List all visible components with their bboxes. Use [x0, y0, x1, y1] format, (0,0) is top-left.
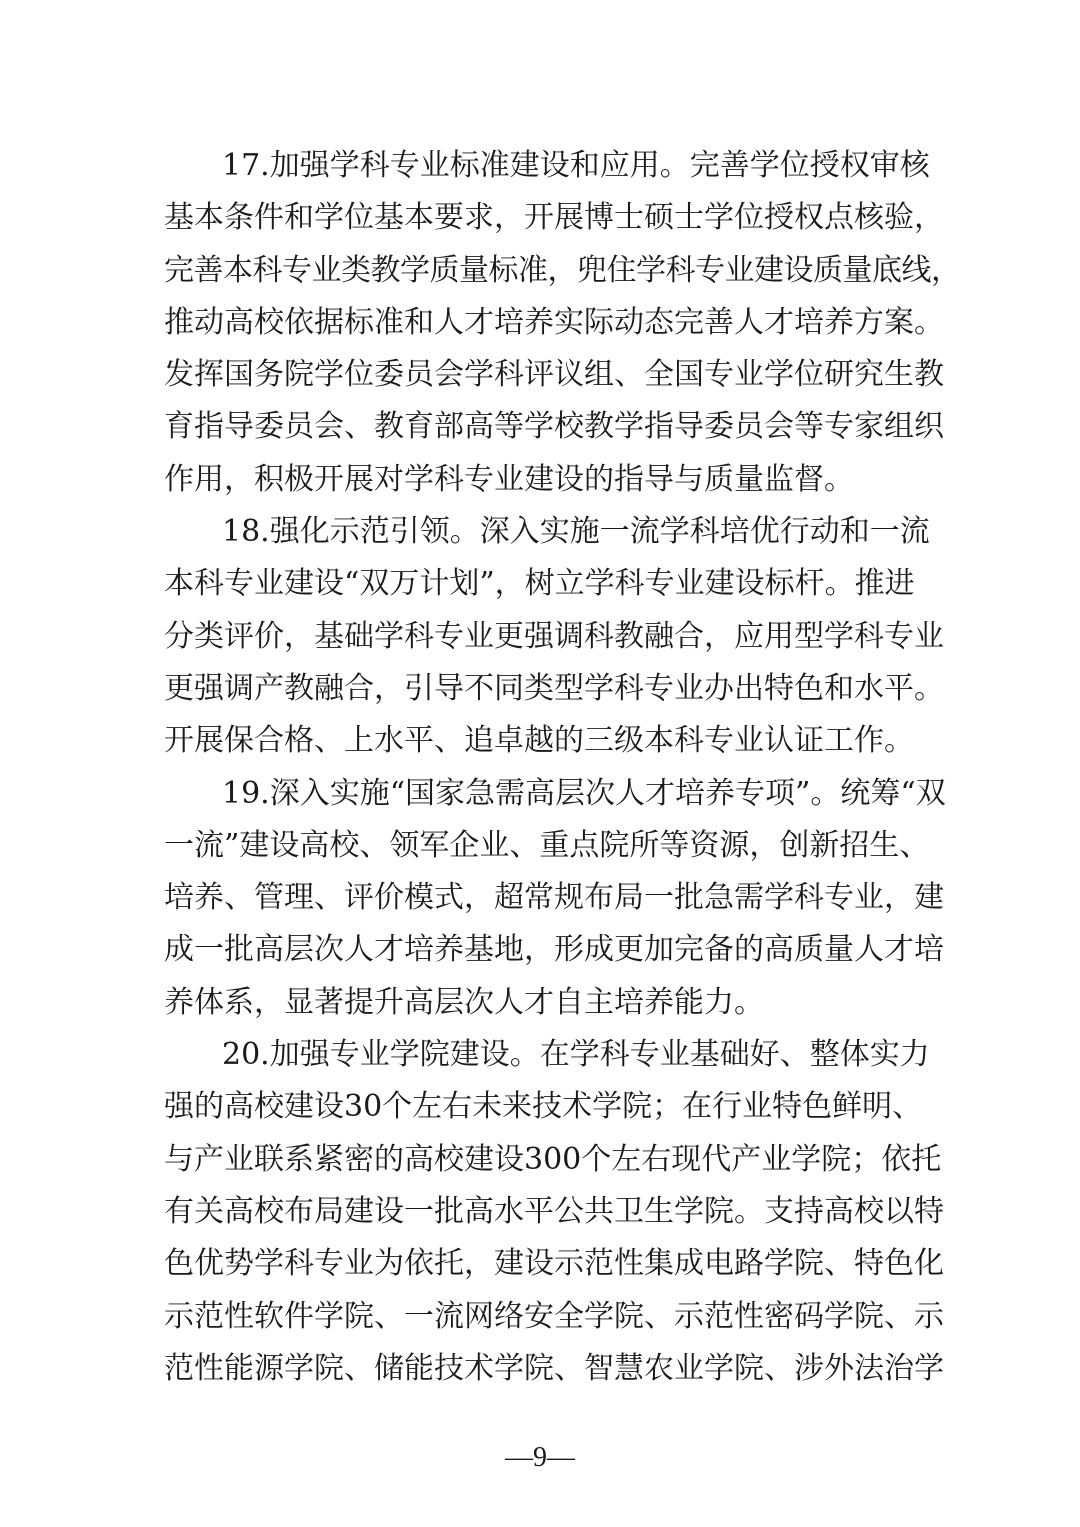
paragraph-20-line: 强的高校建设30个左右未来技术学院；在行业特色鲜明、 [164, 1089, 923, 1125]
paragraph-20-line: 与产业联系紧密的高校建设300个左右现代产业学院；依托 [164, 1141, 942, 1177]
paragraph-20-line: 20.加强专业学院建设。在学科专业基础好、整体实力 [222, 1037, 930, 1073]
paragraph-17-line: 作用，积极开展对学科专业建设的指导与质量监督。 [164, 461, 854, 497]
page-number: —9— [505, 1442, 575, 1473]
paragraph-20-line: 有关高校布局建设一批高水平公共卫生学院。支持高校以特 [164, 1193, 944, 1229]
paragraph-19-line: 成一批高层次人才培养基地，形成更加完备的高质量人才培 [164, 932, 944, 968]
paragraph-17-line: 基本条件和学位基本要求，开展博士硕士学位授权点核验， [164, 200, 944, 236]
paragraph-19-line: 一流”建设高校、领军企业、重点院所等资源，创新招生、 [164, 827, 930, 863]
paragraph-20-line: 范性能源学院、储能技术学院、智慧农业学院、涉外法治学 [164, 1350, 944, 1386]
paragraph-18-line: 更强调产教融合，引导不同类型学科专业办出特色和水平。 [164, 670, 944, 706]
paragraph-18-line: 分类评价，基础学科专业更强调科教融合，应用型学科专业 [164, 618, 944, 654]
paragraph-19-line: 养体系，显著提升高层次人才自主培养能力。 [164, 984, 764, 1020]
paragraph-20-line: 色优势学科专业为依托，建设示范性集成电路学院、特色化 [164, 1246, 944, 1282]
paragraph-20-line: 示范性软件学院、一流网络安全学院、示范性密码学院、示 [164, 1298, 944, 1334]
paragraph-18-line: 开展保合格、上水平、追卓越的三级本科专业认证工作。 [164, 723, 914, 759]
paragraph-17-line: 推动高校依据标准和人才培养实际动态完善人才培养方案。 [164, 304, 944, 340]
paragraph-17-line: 完善本科专业类教学质量标准，兜住学科专业建设质量底线， [164, 252, 961, 288]
paragraph-17-line: 发挥国务院学位委员会学科评议组、全国专业学位研究生教 [164, 357, 944, 393]
paragraph-17-line: 育指导委员会、教育部高等学校教学指导委员会等专家组织 [164, 409, 944, 445]
paragraph-18-line: 18.强化示范引领。深入实施一流学科培优行动和一流 [222, 514, 930, 550]
paragraph-19-line: 19.深入实施“国家急需高层次人才培养专项”。统筹“双 [222, 775, 946, 811]
paragraph-19-line: 培养、管理、评价模式，超常规布局一批急需学科专业，建 [164, 880, 944, 916]
paragraph-17-line: 17.加强学科专业标准建设和应用。完善学位授权审核 [222, 148, 930, 183]
body-text [164, 140, 961, 1395]
paragraph-18-line: 本科专业建设“双万计划”，树立学科专业建设标杆。推进 [164, 566, 915, 602]
